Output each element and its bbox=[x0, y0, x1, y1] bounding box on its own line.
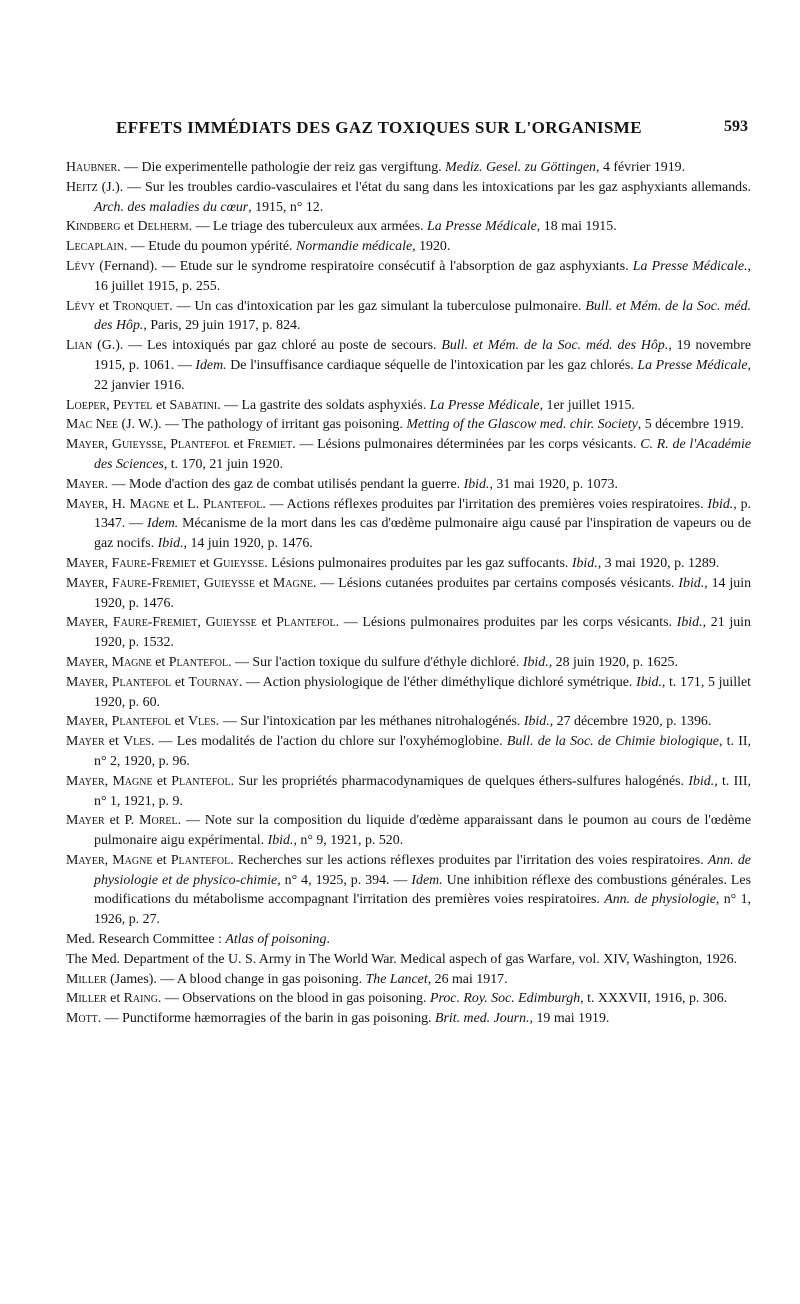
reference-entry bbox=[66, 950, 751, 970]
running-title: EFFETS IMMÉDIATS DES GAZ TOXIQUES SUR L'ORGANISME bbox=[116, 118, 642, 137]
reference-author: Lévy bbox=[66, 258, 96, 274]
reference-entry bbox=[66, 851, 751, 930]
reference-entry bbox=[66, 732, 751, 772]
reference-text: — La gastrite des soldats asphyxiés. bbox=[220, 397, 430, 413]
reference-author: Mayer, Guieysse, Plantefol bbox=[66, 437, 230, 453]
reference-author: Mayer bbox=[66, 496, 105, 512]
reference-text: (J.). — Sur les troubles cardio-vasculaires et l'état du sang dans les intoxications par les gaz asphyxiants allemands. bbox=[97, 179, 751, 195]
reference-journal: C. R. de l'Académie des Sciences bbox=[94, 437, 752, 472]
reference-author: Mayer. bbox=[66, 476, 109, 492]
reference-text: , 4 février 1919. bbox=[596, 160, 686, 175]
bibliography-list bbox=[66, 158, 751, 1029]
reference-journal: Ann. de physiologie et de physico-chimie bbox=[94, 852, 751, 888]
reference-text: et bbox=[196, 555, 214, 571]
reference-text: , t. 170, 21 juin 1920. bbox=[163, 456, 284, 472]
reference-text: , 26 mai 1917. bbox=[427, 971, 508, 987]
reference-text: , 14 juin 1920, p. 1476. bbox=[94, 575, 752, 611]
reference-journal: Idem. bbox=[146, 516, 179, 532]
reference-entry bbox=[66, 336, 751, 395]
reference-entry bbox=[66, 653, 751, 673]
reference-author: Vles. bbox=[123, 734, 155, 750]
reference-entry bbox=[66, 257, 751, 297]
reference-text: Une inhibition réflexe des combustions générales. Les modifications du métabolisme accompagnant l'irritation des premières voies respiratoires. bbox=[94, 872, 751, 908]
reference-author: Delherm. bbox=[137, 219, 193, 235]
reference-author: Mott. bbox=[66, 1011, 102, 1027]
reference-text: — Observations on the blood in gas poisoning. bbox=[161, 991, 430, 1007]
reference-text: — Lésions pulmonaires déterminées par les corps vésicants. bbox=[295, 437, 641, 453]
reference-author: Mayer bbox=[66, 813, 105, 829]
reference-entry bbox=[66, 475, 751, 495]
reference-text: (J. W.). — The pathology of irritant gas poisoning. bbox=[117, 417, 407, 433]
reference-text: , t. II, n° 2, 1920, p. 96. bbox=[94, 734, 751, 769]
reference-journal: Ibid. bbox=[267, 833, 294, 849]
reference-entry bbox=[66, 217, 751, 237]
reference-author: Morel. bbox=[139, 813, 182, 829]
reference-text: — Action physiologique de l'éther diméthylique dichloré symétrique. bbox=[242, 674, 637, 690]
reference-text: , 16 juillet 1915, p. 255. bbox=[94, 258, 751, 294]
reference-author: Miller bbox=[66, 971, 107, 987]
reference-text: et bbox=[229, 437, 248, 453]
reference-entry bbox=[66, 970, 751, 990]
reference-text: Recherches sur les actions réflexes produites par l'irritation des voies respiratoires. bbox=[233, 852, 708, 868]
reference-text: et bbox=[256, 615, 277, 631]
reference-author: Mayer, Magne bbox=[66, 852, 153, 868]
reference-text: . bbox=[326, 932, 330, 948]
reference-journal: Brit. med. Journ. bbox=[434, 1011, 530, 1027]
reference-author: Plantefol. bbox=[276, 615, 340, 631]
reference-text: , 1915, n° 12. bbox=[248, 199, 324, 215]
reference-journal: Mediz. Gesel. zu Göttingen bbox=[445, 160, 596, 175]
reference-text: — Lésions pulmonaires produites par les corps vésicants. bbox=[339, 615, 677, 631]
reference-journal: La Presse Médicale bbox=[637, 357, 748, 373]
reference-author: Heitz bbox=[66, 179, 98, 195]
reference-author: Mac Nee bbox=[66, 417, 118, 433]
reference-author: Magne bbox=[129, 496, 170, 512]
reference-author: Mayer, Faure-Fremiet, Guieysse bbox=[66, 575, 256, 591]
reference-text: , t. 171, 5 juillet 1920, p. 60. bbox=[94, 674, 751, 710]
reference-journal: La Presse Médicale. bbox=[632, 258, 748, 274]
reference-entry bbox=[66, 811, 751, 851]
reference-text: et bbox=[104, 734, 124, 750]
reference-author: Vles. bbox=[187, 714, 220, 730]
reference-text: et bbox=[152, 397, 170, 413]
reference-text: et bbox=[171, 714, 188, 730]
reference-text: — Sur l'intoxication par les méthanes nitrohalogénés. bbox=[219, 714, 524, 730]
reference-journal: Ibid. bbox=[678, 575, 705, 591]
reference-author: Sabatini. bbox=[169, 397, 221, 413]
reference-entry bbox=[66, 772, 751, 812]
reference-author: Tournay. bbox=[188, 674, 243, 690]
reference-text: (G.). — Les intoxiqués par gaz chloré au poste de secours. bbox=[92, 338, 442, 354]
reference-journal: Ibid. bbox=[571, 555, 598, 571]
reference-author: Magne. bbox=[272, 575, 317, 591]
reference-journal: Normandie médicale bbox=[296, 239, 413, 255]
reference-text: , Paris, 29 juin 1917, p. 824. bbox=[143, 318, 301, 334]
reference-text: — Note sur la composition du liquide d'œdème apparaissant dans le poumon au cours de l'œdème pulmonaire aigu expérimental. bbox=[94, 813, 751, 849]
reference-author: Plantefol. bbox=[202, 496, 266, 512]
reference-journal: Ibid. bbox=[707, 496, 734, 512]
reference-entry bbox=[66, 495, 751, 554]
reference-journal: Bull. et Mém. de la Soc. méd. des Hôp. bbox=[94, 298, 751, 334]
reference-entry bbox=[66, 1009, 751, 1029]
reference-journal: Atlas of poisoning bbox=[225, 932, 327, 948]
reference-journal: La Presse Médicale bbox=[426, 219, 537, 235]
reference-text: et L. bbox=[169, 496, 203, 512]
reference-entry bbox=[66, 435, 751, 475]
reference-author: Guieysse. bbox=[213, 555, 268, 571]
reference-text: De l'insuffisance cardiaque séquelle de l'intoxication par les gaz chlorés. bbox=[226, 357, 638, 373]
reference-text: , t. III, n° 1, 1921, p. 9. bbox=[94, 773, 751, 809]
reference-journal: Ibid. bbox=[676, 615, 703, 631]
page-number: 593 bbox=[724, 118, 748, 135]
reference-text: — Sur l'action toxique du sulfure d'éthyle dichloré. bbox=[231, 654, 523, 670]
reference-text: , t. XXXVII, 1916, p. 306. bbox=[580, 991, 728, 1007]
reference-entry bbox=[66, 415, 751, 435]
reference-journal: Ibid. bbox=[463, 476, 490, 492]
reference-journal: Ibid. bbox=[688, 773, 715, 789]
reference-text: , 27 décembre 1920, p. 1396. bbox=[549, 714, 712, 730]
reference-author: Miller bbox=[66, 991, 107, 1007]
reference-entry bbox=[66, 158, 751, 178]
reference-text: , 19 novembre 1915, p. 1061. — bbox=[94, 338, 751, 373]
reference-text: Lésions pulmonaires produites par les gaz suffocants. bbox=[267, 555, 572, 571]
reference-author: Plantefol. bbox=[168, 654, 232, 670]
reference-text: et bbox=[152, 773, 172, 789]
reference-author: Loeper, Peytel bbox=[66, 397, 153, 413]
reference-text: , 28 juin 1920, p. 1625. bbox=[548, 654, 678, 670]
reference-text: Sur les propriétés pharmacodynamiques de quelques éthers-sulfures halogénés. bbox=[234, 773, 689, 789]
reference-text: , n° 1, 1926, p. 27. bbox=[94, 892, 751, 928]
reference-text: , 22 janvier 1916. bbox=[94, 357, 751, 393]
reference-author: Mayer, Magne bbox=[66, 654, 152, 670]
reference-text: et bbox=[152, 852, 171, 868]
reference-text: Mécanisme de la mort dans les cas d'œdème pulmonaire aigu causé par l'inspiration de vapeurs ou de gaz nocifs. bbox=[94, 516, 751, 552]
running-header bbox=[110, 116, 748, 146]
reference-text: et bbox=[106, 991, 124, 1007]
reference-text: , 1er juillet 1915. bbox=[539, 397, 635, 413]
reference-entry bbox=[66, 178, 751, 218]
reference-author: Kindberg bbox=[66, 219, 121, 235]
reference-author: Plantefol. bbox=[171, 773, 235, 789]
reference-author: Mayer bbox=[66, 734, 105, 750]
reference-text: et bbox=[120, 219, 138, 235]
reference-author: Raing. bbox=[123, 991, 162, 1007]
reference-text: , 14 juin 1920, p. 1476. bbox=[183, 536, 313, 552]
reference-entry bbox=[66, 237, 751, 257]
reference-journal: Ann. de physiologie bbox=[604, 892, 716, 908]
reference-journal: La Presse Médicale bbox=[429, 397, 540, 413]
reference-author: Mayer, Faure-Fremiet bbox=[66, 555, 197, 571]
reference-text: , 21 juin 1920, p. 1532. bbox=[94, 615, 751, 651]
reference-text: — Etude du poumon ypérité. bbox=[127, 239, 296, 255]
reference-text: — Lésions cutanées produites par certains composés vésicants. bbox=[316, 575, 679, 591]
reference-text: et bbox=[171, 674, 189, 690]
reference-text: — Mode d'action des gaz de combat utilisés pendant la guerre. bbox=[108, 476, 464, 492]
reference-author: Lian bbox=[66, 338, 93, 354]
reference-journal: Idem. bbox=[195, 357, 227, 373]
reference-entry bbox=[66, 712, 751, 732]
reference-journal: Bull. de la Soc. de Chimie biologique bbox=[506, 734, 719, 750]
reference-text: , n° 9, 1921, p. 520. bbox=[293, 833, 404, 849]
reference-text: — Punctiforme hæmorragies of the barin in gas poisoning. bbox=[101, 1011, 435, 1027]
reference-text: , 1920. bbox=[412, 239, 451, 255]
reference-text: , 31 mai 1920, p. 1073. bbox=[489, 476, 618, 492]
reference-text: Med. Research Committee : bbox=[66, 932, 226, 948]
reference-entry bbox=[66, 673, 751, 713]
reference-text: , 18 mai 1915. bbox=[536, 219, 617, 235]
reference-journal: Arch. des maladies du cœur bbox=[94, 199, 249, 215]
reference-entry bbox=[66, 613, 751, 653]
reference-journal: Metting of the Glascow med. chir. Society bbox=[406, 417, 638, 433]
reference-journal: Ibid. bbox=[522, 654, 549, 670]
reference-text: — Le triage des tuberculeux aux armées. bbox=[192, 219, 427, 235]
reference-text: , 5 décembre 1919. bbox=[637, 417, 744, 433]
reference-text: , H. bbox=[104, 496, 130, 512]
reference-journal: Idem. bbox=[411, 872, 443, 888]
reference-entry bbox=[66, 297, 751, 337]
reference-text: , 3 mai 1920, p. 1289. bbox=[597, 555, 720, 571]
reference-text: — Die experimentelle pathologie der reiz gas vergiftung. bbox=[120, 160, 446, 175]
reference-journal: The Lancet bbox=[365, 971, 428, 987]
reference-journal: Ibid. bbox=[636, 674, 662, 690]
reference-text: et bbox=[95, 298, 113, 314]
reference-text: , 19 mai 1919. bbox=[529, 1011, 610, 1027]
reference-author: Mayer, Magne bbox=[66, 773, 153, 789]
reference-journal: Ibid. bbox=[523, 714, 550, 730]
reference-author: Haubner. bbox=[66, 160, 121, 175]
reference-entry bbox=[66, 574, 751, 614]
reference-entry bbox=[66, 930, 751, 950]
reference-entry bbox=[66, 989, 751, 1009]
reference-author: Fremiet. bbox=[247, 437, 296, 453]
reference-author: Tronquet. bbox=[112, 298, 173, 314]
reference-text: The Med. Department of the U. S. Army in The World War. Medical aspech of gas Warfare, vol. XIV, Washington, 1926. bbox=[66, 951, 738, 967]
reference-author: Plantefol. bbox=[170, 852, 234, 868]
reference-entry bbox=[66, 554, 751, 574]
reference-text: et bbox=[151, 654, 169, 670]
reference-text: — Les modalités de l'action du chlore sur l'oxyhémoglobine. bbox=[154, 734, 507, 750]
reference-text: , n° 4, 1925, p. 394. — bbox=[277, 872, 412, 888]
reference-text: et bbox=[255, 575, 273, 591]
reference-text: , p. 1347. — bbox=[94, 496, 751, 532]
reference-text: (Fernand). — Etude sur le syndrome respiratoire consécutif à l'absorption de gaz asphyxiants. bbox=[95, 258, 633, 274]
reference-author: Lévy bbox=[66, 298, 96, 314]
reference-text: (James). — A blood change in gas poisoning. bbox=[106, 971, 366, 987]
reference-journal: Ibid. bbox=[157, 536, 184, 552]
reference-author: Mayer, Plantefol bbox=[66, 674, 172, 690]
reference-journal: Bull. et Mém. de la Soc. méd. des Hôp. bbox=[441, 338, 669, 354]
reference-entry bbox=[66, 396, 751, 416]
reference-journal: Proc. Roy. Soc. Edimburgh bbox=[429, 991, 581, 1007]
reference-text: — Actions réflexes produites par l'irritation des premières voies respiratoires. bbox=[265, 496, 708, 512]
reference-author: Mayer, Faure-Fremiet, Guieysse bbox=[66, 615, 257, 631]
reference-author: Mayer, Plantefol bbox=[66, 714, 171, 730]
reference-text: — Un cas d'intoxication par les gaz simulant la tuberculose pulmonaire. bbox=[172, 298, 586, 314]
reference-text: et P. bbox=[104, 813, 140, 829]
reference-author: Lecaplain. bbox=[66, 239, 128, 255]
